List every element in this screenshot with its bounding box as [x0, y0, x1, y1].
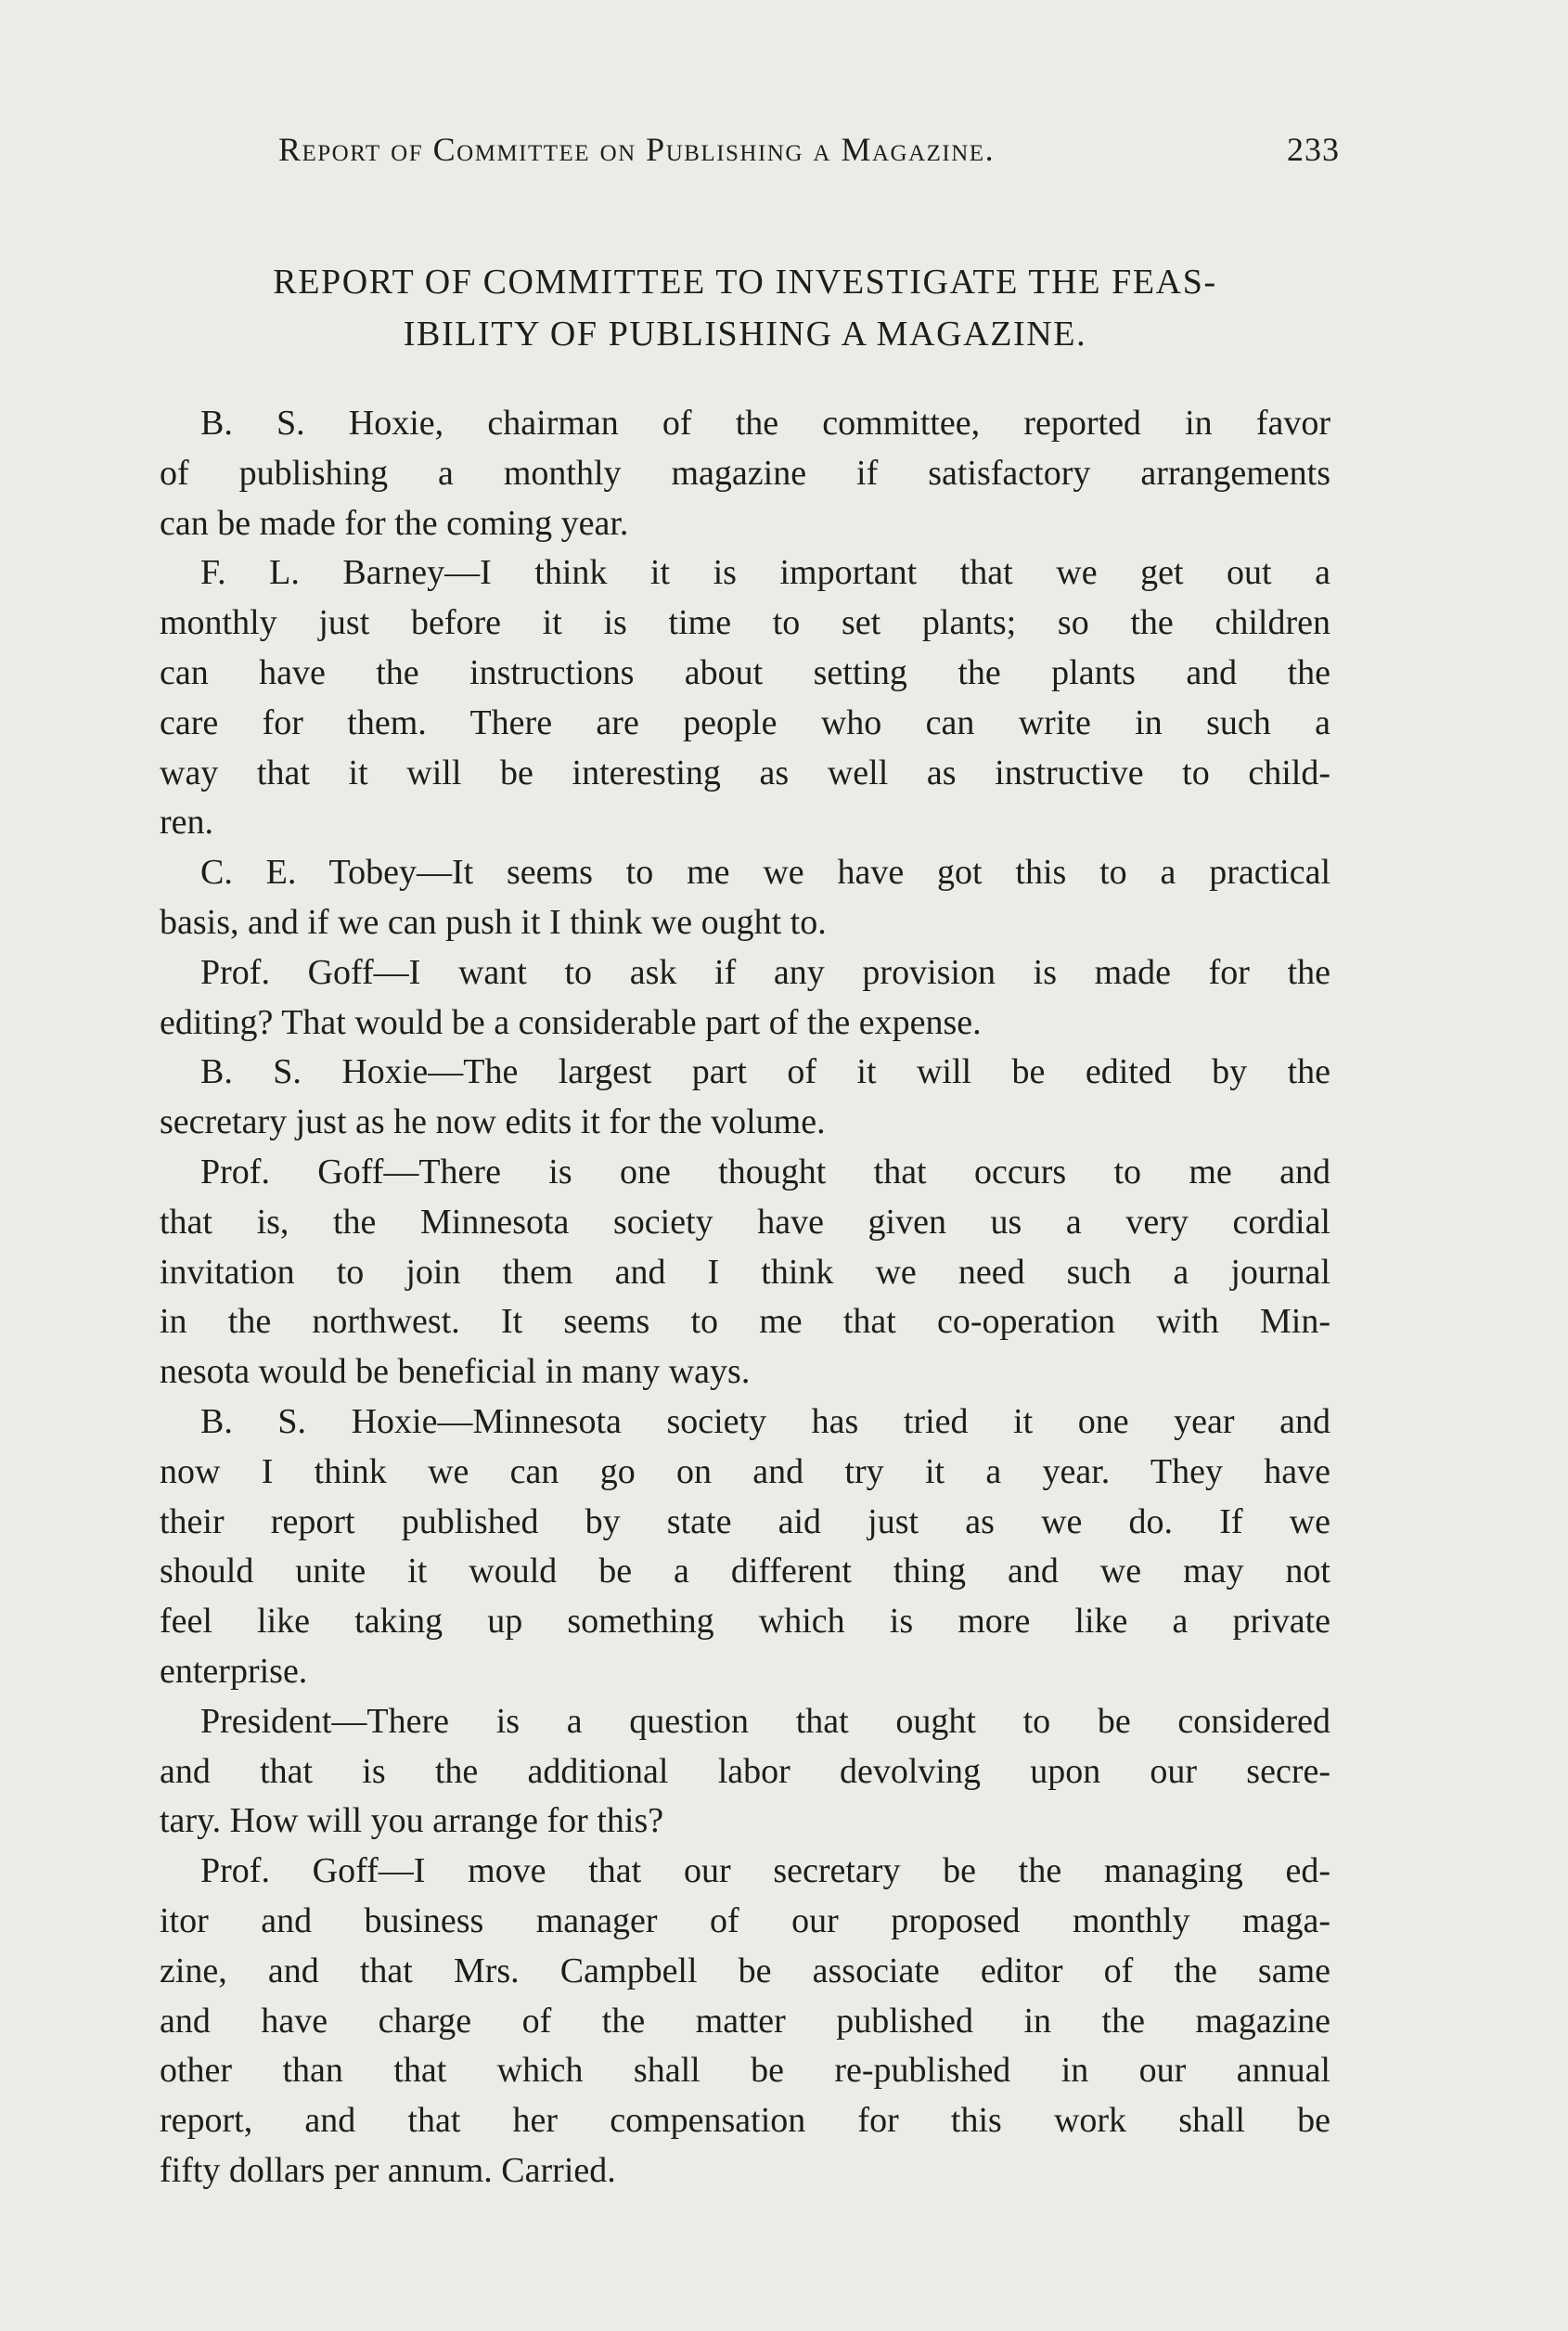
text-line: B. S. Hoxie—The largest part of it will be edited by the [200, 1052, 1330, 1092]
text-line: other than that which shall be re-published in our annual [160, 2051, 1330, 2091]
paragraph [160, 1048, 1330, 1148]
text-line: their report published by state aid just as we do. If we [160, 1501, 1330, 1541]
text-line: President—There is a question that ought to be considered [200, 1701, 1330, 1741]
text-line: way that it will be interesting as well as instructive to child- [160, 753, 1330, 792]
text-line: Prof. Goff—There is one thought that occurs to me and [200, 1152, 1330, 1191]
text-line: editing? That would be a considerable part of the expense. [160, 1002, 982, 1042]
paragraph [160, 1697, 1330, 1847]
paragraph [160, 548, 1330, 848]
text-line: and have charge of the matter published in the magazine [160, 2001, 1330, 2041]
paragraph [160, 1148, 1330, 1397]
text-line: Prof. Goff—I want to ask if any provision is made for the [200, 952, 1330, 992]
text-line: that is, the Minnesota society have given us a very cordial [160, 1202, 1330, 1242]
paragraph [160, 948, 1330, 1049]
running-head [160, 119, 1340, 174]
paragraph [160, 848, 1330, 948]
text-line: now I think we can go on and try it a year. They have [160, 1451, 1330, 1491]
text-line: care for them. There are people who can write in such a [160, 702, 1330, 742]
text-line: C. E. Tobey—It seems to me we have got this to a practical [200, 853, 1330, 893]
section-heading-line: REPORT OF COMMITTEE TO INVESTIGATE THE FEAS- [273, 263, 1217, 302]
text-line: invitation to join them and I think we need such a journal [160, 1252, 1330, 1292]
text-line: enterprise. [160, 1651, 308, 1691]
text-line: zine, and that Mrs. Campbell be associate editor of the same [160, 1951, 1330, 1990]
body-text [160, 399, 1330, 2196]
text-line: ren. [160, 803, 214, 843]
paragraph [160, 1847, 1330, 2196]
text-line: tary. How will you arrange for this? [160, 1801, 664, 1841]
text-line: B. S. Hoxie—Minnesota society has tried it one year and [200, 1401, 1330, 1441]
text-line: report, and that her compensation for this work shall be [160, 2101, 1330, 2141]
text-line: can have the instructions about setting the plants and the [160, 652, 1330, 692]
text-line: F. L. Barney—I think it is important that we get out a [200, 553, 1330, 593]
text-line: of publishing a monthly magazine if satisfactory arrangements [160, 453, 1330, 493]
text-line: basis, and if we can push it I think we ought to. [160, 902, 827, 942]
text-line: nesota would be beneficial in many ways. [160, 1352, 751, 1392]
running-head-title: Report of Committee on Publishing a Magazine. [278, 131, 996, 168]
page-number: 233 [1287, 131, 1340, 168]
section-heading [160, 256, 1330, 360]
text-line: and that is the additional labor devolving upon our secre- [160, 1751, 1330, 1791]
paragraph [160, 1397, 1330, 1697]
text-line: fifty dollars per annum. Carried. [160, 2150, 616, 2190]
paragraph [160, 399, 1330, 548]
book-page [160, 119, 1340, 2196]
section-heading-line: IBILITY OF PUBLISHING A MAGAZINE. [403, 315, 1087, 354]
text-line: B. S. Hoxie, chairman of the committee, reported in favor [200, 404, 1330, 443]
text-line: in the northwest. It seems to me that co-operation with Min- [160, 1302, 1330, 1342]
text-line: feel like taking up something which is more like a private [160, 1602, 1330, 1642]
text-line: should unite it would be a different thing and we may not [160, 1552, 1330, 1591]
text-line: itor and business manager of our proposed monthly maga- [160, 1900, 1330, 1940]
text-line: monthly just before it is time to set plants; so the children [160, 603, 1330, 643]
text-line: secretary just as he now edits it for the volume. [160, 1102, 826, 1142]
text-line: Prof. Goff—I move that our secretary be the managing ed- [200, 1851, 1330, 1891]
text-line: can be made for the coming year. [160, 503, 629, 543]
